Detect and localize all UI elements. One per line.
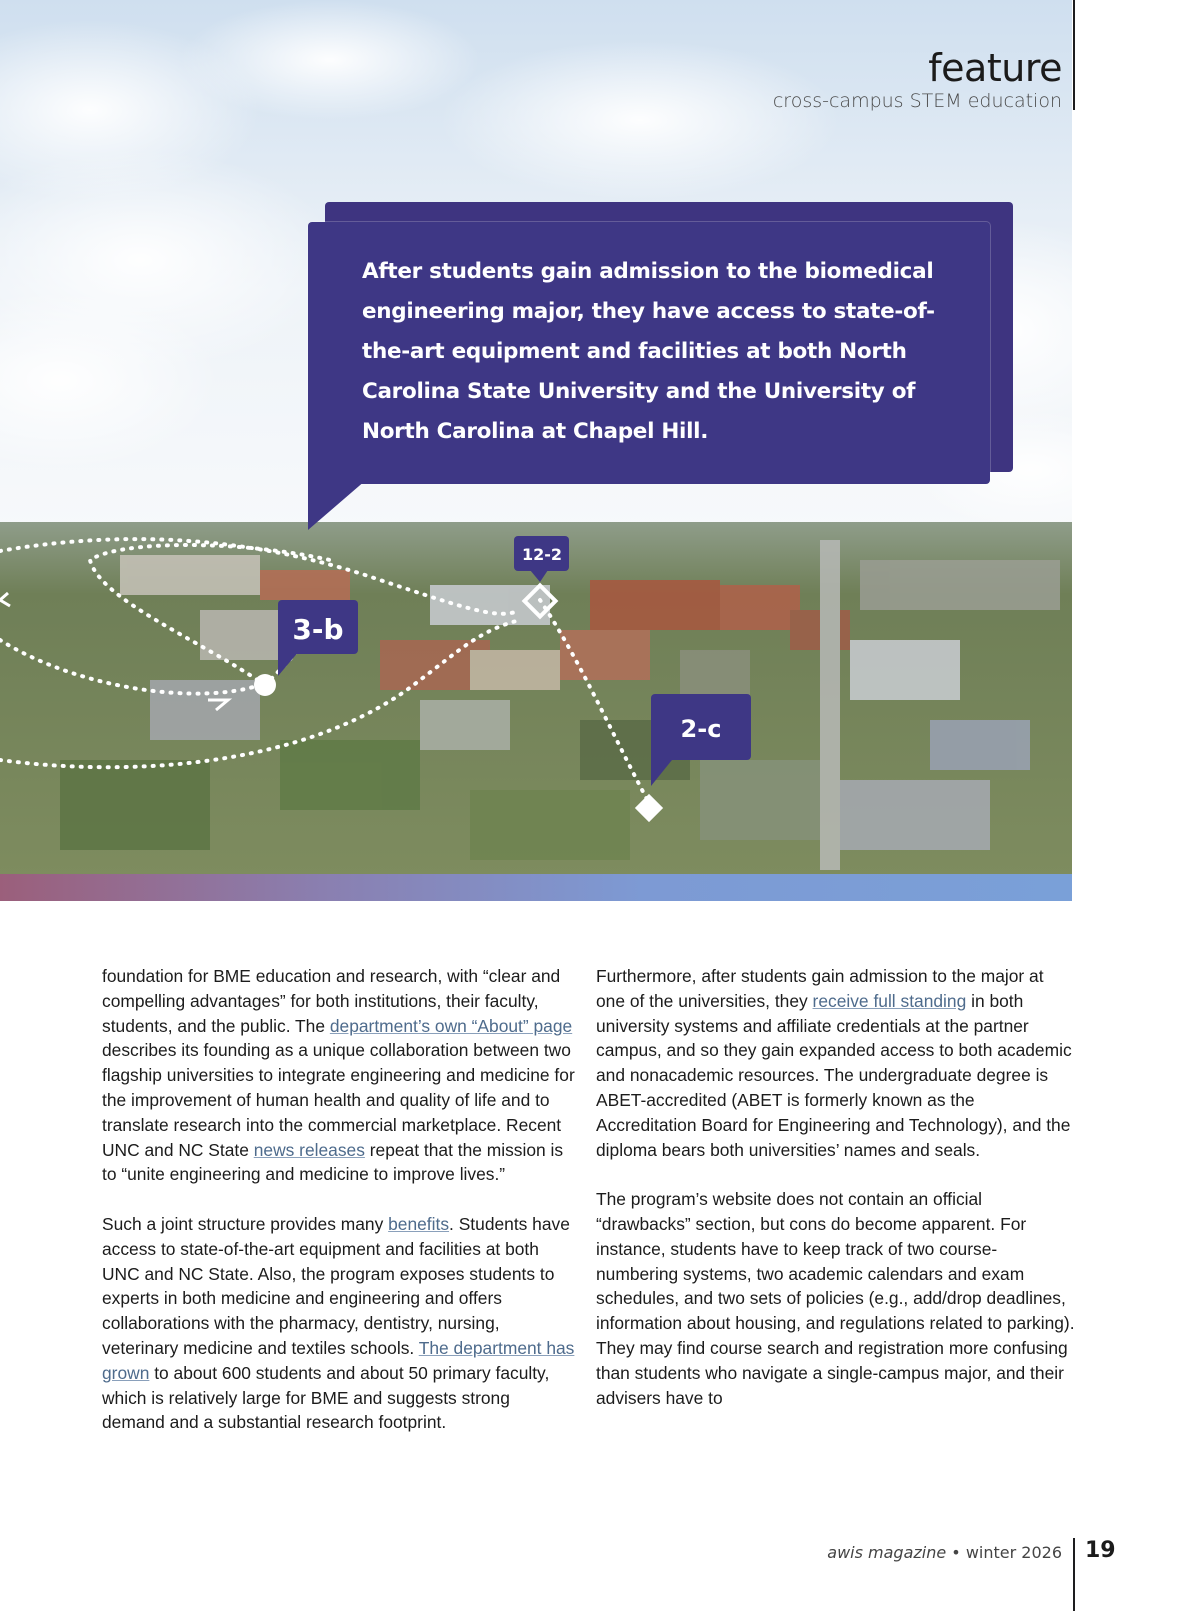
- color-band: [0, 874, 1072, 901]
- svg-text:3-b: 3-b: [292, 613, 344, 646]
- svg-text:2-c: 2-c: [680, 715, 722, 743]
- magazine-name: awis magazine: [827, 1543, 947, 1562]
- footer-rule: [1073, 1538, 1075, 1611]
- text: foundation for BME education and research, with “clear and compelling advantages” for both institutions, their faculty, students, and the public. The: [102, 966, 561, 1036]
- text: Such a joint structure provides many: [102, 1213, 389, 1234]
- text: to about 600 students and about 50 primary faculty, which is relatively large for BME and suggests strong demand and a substantial research footprint.: [102, 1362, 550, 1433]
- text: describes its founding as a unique collaboration between two flagship universities to integrate engineering and medicine for the improvement of human health and quality of life and to translate research into the commercial marketplace. Recent UNC and NC State: [102, 1040, 575, 1160]
- article-column-left: [102, 964, 577, 1460]
- section-title: feature: [928, 46, 1062, 90]
- paragraph: [596, 964, 1076, 1162]
- map-marker-circle: [254, 674, 276, 696]
- text: . Students have access to state-of-the-art equipment and facilities at both UNC and NC State. Also, the program exposes students to experts in both medicine and engineering and offers collaborations with the pharmacy, dentistry, nursing, veterinary medicine and textiles schools.: [102, 1213, 570, 1358]
- about-page-link[interactable]: department’s own “About” page: [329, 1015, 573, 1036]
- news-releases-link[interactable]: news releases: [253, 1139, 365, 1160]
- footer-credit: [827, 1543, 1062, 1562]
- full-standing-link[interactable]: receive full standing: [812, 990, 967, 1011]
- section-subtitle: cross-campus STEM education: [772, 90, 1062, 112]
- department-grown-link[interactable]: The department has grown: [102, 1337, 575, 1383]
- separator: •: [946, 1543, 966, 1562]
- paragraph: The program’s website does not contain an official “drawbacks” section, but cons do become apparent. For instance, students have to keep track of two course-numbering systems, two academic calendars and exam schedules, and two sets of policies (e.g., add/drop deadlines, information about housing, and regulations related to parking). They may find course search and registration more confusing than students who navigate a single-campus major, and their advisers have to: [596, 1189, 1075, 1408]
- benefits-link[interactable]: benefits: [388, 1213, 450, 1234]
- callout-tail: [308, 480, 366, 530]
- pull-quote: After students gain admission to the biomedical engineering major, they have access to state-of-the-art equipment and facilities at both North Carolina State University and the University of North Carolina at Chapel Hill.: [362, 259, 935, 444]
- text: Furthermore, after students gain admission to the major at one of the universities, they: [596, 966, 1044, 1011]
- header-rule: [1073, 0, 1075, 110]
- text: repeat that the mission is to “unite engineering and medicine to improve lives.”: [102, 1139, 564, 1185]
- svg-text:12-2: 12-2: [521, 545, 563, 564]
- text: in both university systems and affiliate credentials at the partner campus, and so they gain expanded access to both academic and nonacademic resources. The undergraduate degree is ABET-accredited (ABET is formerly known as the Accreditation Board for Engineering and Technology), and the diploma bears both universities’ names and seals.: [596, 990, 1072, 1160]
- article-column-right: [596, 964, 1076, 1435]
- paragraph: [102, 1212, 577, 1435]
- issue-date: winter 2026: [965, 1543, 1062, 1562]
- page-number: 19: [1085, 1538, 1116, 1563]
- paragraph: [102, 964, 577, 1187]
